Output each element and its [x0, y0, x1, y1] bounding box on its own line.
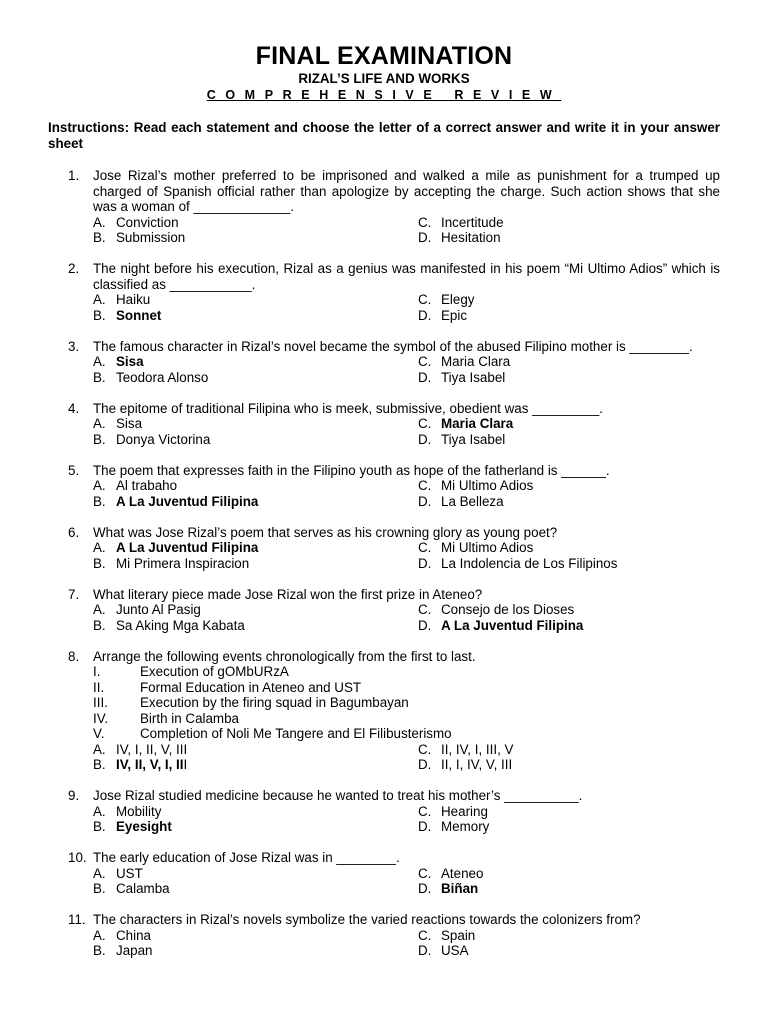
correct-answer-text: Eyesight [116, 819, 172, 834]
option-text: Tiya Isabel [441, 369, 506, 385]
exam-subtitle: RIZAL’S LIFE AND WORKS [298, 71, 470, 86]
event-text: Execution of gOMbURzA [140, 664, 289, 679]
option-text: Tiya Isabel [441, 431, 506, 447]
option-letter: C. [418, 214, 432, 230]
option-letter: C. [418, 803, 432, 819]
answer-option [418, 943, 720, 959]
option-text: Japan [116, 943, 153, 958]
question-item [48, 339, 720, 386]
option-text: IV, I, II, V, III [116, 741, 188, 757]
option-text: Sa Aking Mga Kabata [116, 617, 245, 633]
answer-option [418, 540, 720, 556]
event-item [93, 695, 720, 711]
option-text: China [116, 927, 151, 943]
option-letter: A. [93, 865, 106, 881]
option-text: Elegy [441, 292, 475, 307]
event-numeral: I. [93, 664, 101, 679]
answer-option [418, 370, 720, 386]
answer-options [93, 292, 720, 323]
option-letter: D. [418, 943, 432, 958]
answer-options [93, 602, 720, 633]
correct-answer-text: A La Juventud Filipina [116, 540, 259, 555]
option-letter: C. [418, 741, 432, 757]
question-item [48, 649, 720, 773]
answer-option [93, 618, 418, 634]
question-item [48, 850, 720, 897]
event-numeral: V. [93, 726, 105, 741]
answer-option [93, 819, 418, 835]
question-text: Jose Rizal studied medicine because he wanted to treat his mother’s __________. [93, 788, 583, 803]
option-letter: A. [93, 602, 106, 617]
question-number: 5. [68, 462, 80, 478]
option-text: Mi Primera Inspiracion [116, 555, 250, 571]
option-letter: A. [93, 354, 106, 369]
event-item [93, 664, 720, 680]
question-text: The famous character in Rizal’s novel became the symbol of the abused Filipino mother is ________. [93, 338, 693, 354]
option-letter: A. [93, 803, 106, 819]
answer-option [418, 757, 720, 773]
option-text: Haiku [116, 292, 151, 307]
answer-option [93, 478, 418, 494]
answer-option [93, 881, 418, 897]
correct-answer-text: Sonnet [116, 307, 162, 323]
question-item [48, 463, 720, 510]
answer-option [93, 292, 418, 308]
question-text: The epitome of traditional Filipina who is meek, submissive, obedient was _________. [93, 400, 603, 416]
question-number: 9. [68, 788, 80, 803]
exam-title: FINAL EXAMINATION [255, 42, 513, 70]
answer-options [93, 540, 720, 571]
question-item [48, 401, 720, 448]
option-text: Consejo de los Dioses [441, 602, 575, 617]
question-text: The night before his execution, Rizal as a genius was manifested in his poem “Mi Ultimo Adios” which is classified as ___________. [93, 261, 720, 292]
answer-option [418, 556, 720, 572]
question-number: 4. [68, 400, 80, 416]
option-letter: B. [93, 431, 106, 447]
option-letter: D. [418, 369, 432, 385]
option-text: Mi Ultimo Adios [441, 540, 534, 555]
option-text: Submission [116, 230, 186, 245]
question-text: Jose Rizal’s mother preferred to be imprisoned and walked a mile as punishment for a trumped up charged of Spanish official rather than apologize by accepting the charge. Such action shows that she was a woman of _____________. [93, 168, 720, 214]
option-letter: A. [93, 478, 106, 493]
correct-answer-text: A La Juventud Filipina [441, 617, 584, 633]
answer-option [93, 602, 418, 618]
answer-option [93, 494, 418, 510]
answer-options [93, 866, 720, 897]
event-text: Completion of Noli Me Tangere and El Filibusterismo [140, 726, 452, 741]
option-letter: B. [93, 943, 106, 958]
option-text: Maria Clara [441, 354, 511, 369]
answer-option [418, 602, 720, 618]
answer-option [93, 943, 418, 959]
answer-option [418, 432, 720, 448]
option-letter: D. [418, 230, 432, 245]
question-item [48, 525, 720, 572]
option-letter: B. [93, 369, 106, 385]
option-letter: D. [418, 881, 432, 896]
option-text: Junto Al Pasig [116, 602, 201, 617]
answer-option [418, 292, 720, 308]
option-text: Spain [441, 927, 476, 943]
question-text: What was Jose Rizal’s poem that serves as his crowning glory as young poet? [93, 524, 558, 540]
event-list [93, 664, 720, 742]
question-number: 7. [68, 586, 80, 602]
question-number: 8. [68, 648, 80, 664]
answer-options [93, 928, 720, 959]
option-text: Incertitude [441, 214, 504, 230]
option-letter: C. [418, 292, 432, 307]
option-text: Sisa [116, 416, 143, 431]
answer-option [93, 370, 418, 386]
option-letter: C. [418, 478, 432, 493]
option-text: II, IV, I, III, V [441, 741, 514, 757]
option-letter: A. [93, 540, 106, 555]
correct-answer-text: IV, II, V, I, II [116, 757, 184, 772]
option-text: Calamba [116, 881, 170, 896]
option-letter: B. [93, 819, 106, 834]
answer-options [93, 354, 720, 385]
option-letter: C. [418, 416, 432, 431]
answer-option [418, 881, 720, 897]
answer-option [93, 804, 418, 820]
event-text: Execution by the firing squad in Bagumbayan [140, 695, 409, 710]
option-letter: D. [418, 555, 432, 571]
answer-option [93, 757, 418, 773]
option-text: Epic [441, 307, 468, 323]
question-text: The early education of Jose Rizal was in ________. [93, 850, 400, 865]
question-item [48, 261, 720, 323]
option-text: Hesitation [441, 230, 501, 245]
answer-option [418, 478, 720, 494]
question-number: 11. [68, 912, 86, 927]
question-item [48, 587, 720, 634]
question-number: 2. [68, 261, 80, 276]
option-text: Donya Victorina [116, 431, 211, 447]
event-item [93, 711, 720, 727]
option-letter: B. [93, 230, 106, 245]
option-letter: D. [418, 819, 432, 834]
option-letter: C. [418, 602, 432, 617]
option-letter: A. [93, 214, 106, 230]
event-numeral: III. [93, 695, 108, 710]
option-letter: C. [418, 540, 432, 555]
answer-option [93, 556, 418, 572]
answer-option [93, 540, 418, 556]
option-letter: A. [93, 292, 106, 307]
answer-options [93, 215, 720, 246]
answer-option [418, 416, 720, 432]
option-letter: A. [93, 741, 106, 757]
question-number: 10. [68, 850, 87, 865]
answer-option [418, 804, 720, 820]
option-letter: C. [418, 865, 432, 881]
correct-answer-text: A La Juventud Filipina [116, 493, 259, 509]
answer-option [93, 742, 418, 758]
answer-option [93, 416, 418, 432]
answer-option [93, 432, 418, 448]
correct-answer-text: Biñan [441, 881, 479, 896]
review-heading [48, 88, 720, 102]
answer-option [418, 742, 720, 758]
option-text: Ateneo [441, 865, 484, 881]
correct-answer-text: Maria Clara [441, 416, 514, 431]
event-numeral: IV. [93, 710, 109, 726]
answer-options [93, 804, 720, 835]
question-text: The poem that expresses faith in the Filipino youth as hope of the fatherland is ______. [93, 462, 610, 478]
answer-option [418, 494, 720, 510]
option-letter: D. [418, 617, 432, 633]
answer-option [93, 215, 418, 231]
option-letter: B. [93, 307, 106, 323]
option-letter: B. [93, 881, 106, 896]
question-item [48, 168, 720, 246]
correct-answer-text: Sisa [116, 354, 144, 369]
answer-option [418, 230, 720, 246]
question-text: The characters in Rizal’s novels symbolize the varied reactions towards the colonizers from? [93, 912, 641, 927]
option-text: II, I, IV, V, III [441, 757, 513, 772]
option-letter: B. [93, 757, 106, 772]
answer-option [93, 354, 418, 370]
question-number: 3. [68, 338, 80, 354]
answer-options [93, 416, 720, 447]
option-letter: D. [418, 431, 432, 447]
option-text: UST [116, 865, 143, 881]
event-text: Formal Education in Ateneo and UST [140, 679, 362, 695]
question-item [48, 788, 720, 835]
answer-option [418, 819, 720, 835]
review-heading-text: COMPREHENSIVE REVIEW [206, 88, 562, 102]
event-item [93, 680, 720, 696]
option-text-tail: I [183, 757, 188, 772]
option-letter: D. [418, 757, 432, 772]
option-letter: B. [93, 617, 106, 633]
question-number: 6. [68, 524, 80, 540]
answer-option [418, 215, 720, 231]
option-text: Hearing [441, 803, 488, 819]
event-text: Birth in Calamba [140, 710, 239, 726]
option-letter: C. [418, 354, 432, 369]
option-letter: A. [93, 416, 106, 431]
option-letter: B. [93, 555, 106, 571]
option-text: USA [441, 943, 469, 958]
event-numeral: II. [93, 679, 105, 695]
option-text: Conviction [116, 214, 179, 230]
question-item [48, 912, 720, 959]
option-letter: B. [93, 493, 106, 509]
answer-option [418, 354, 720, 370]
answer-option [418, 928, 720, 944]
answer-option [418, 866, 720, 882]
answer-options [93, 478, 720, 509]
option-letter: C. [418, 927, 432, 943]
question-number: 1. [68, 168, 80, 183]
answer-options [93, 742, 720, 773]
question-text: What literary piece made Jose Rizal won the first prize in Ateneo? [93, 586, 483, 602]
answer-option [418, 618, 720, 634]
answer-option [93, 308, 418, 324]
option-letter: A. [93, 927, 106, 943]
instructions: Instructions: Read each statement and choose the letter of a correct answer and write it in your answer sheet [48, 120, 720, 151]
option-text: La Belleza [441, 493, 504, 509]
option-text: Teodora Alonso [116, 369, 209, 385]
option-text: Mi Ultimo Adios [441, 478, 534, 493]
option-letter: D. [418, 493, 432, 509]
option-text: Mobility [116, 803, 162, 819]
option-text: La Indolencia de Los Filipinos [441, 555, 618, 571]
option-text: Al trabaho [116, 478, 178, 493]
option-text: Memory [441, 819, 490, 834]
event-item [93, 726, 720, 742]
question-text: Arrange the following events chronologically from the first to last. [93, 648, 476, 664]
answer-option [418, 308, 720, 324]
answer-option [93, 928, 418, 944]
answer-option [93, 230, 418, 246]
question-list [48, 168, 720, 959]
option-letter: D. [418, 307, 432, 323]
answer-option [93, 866, 418, 882]
